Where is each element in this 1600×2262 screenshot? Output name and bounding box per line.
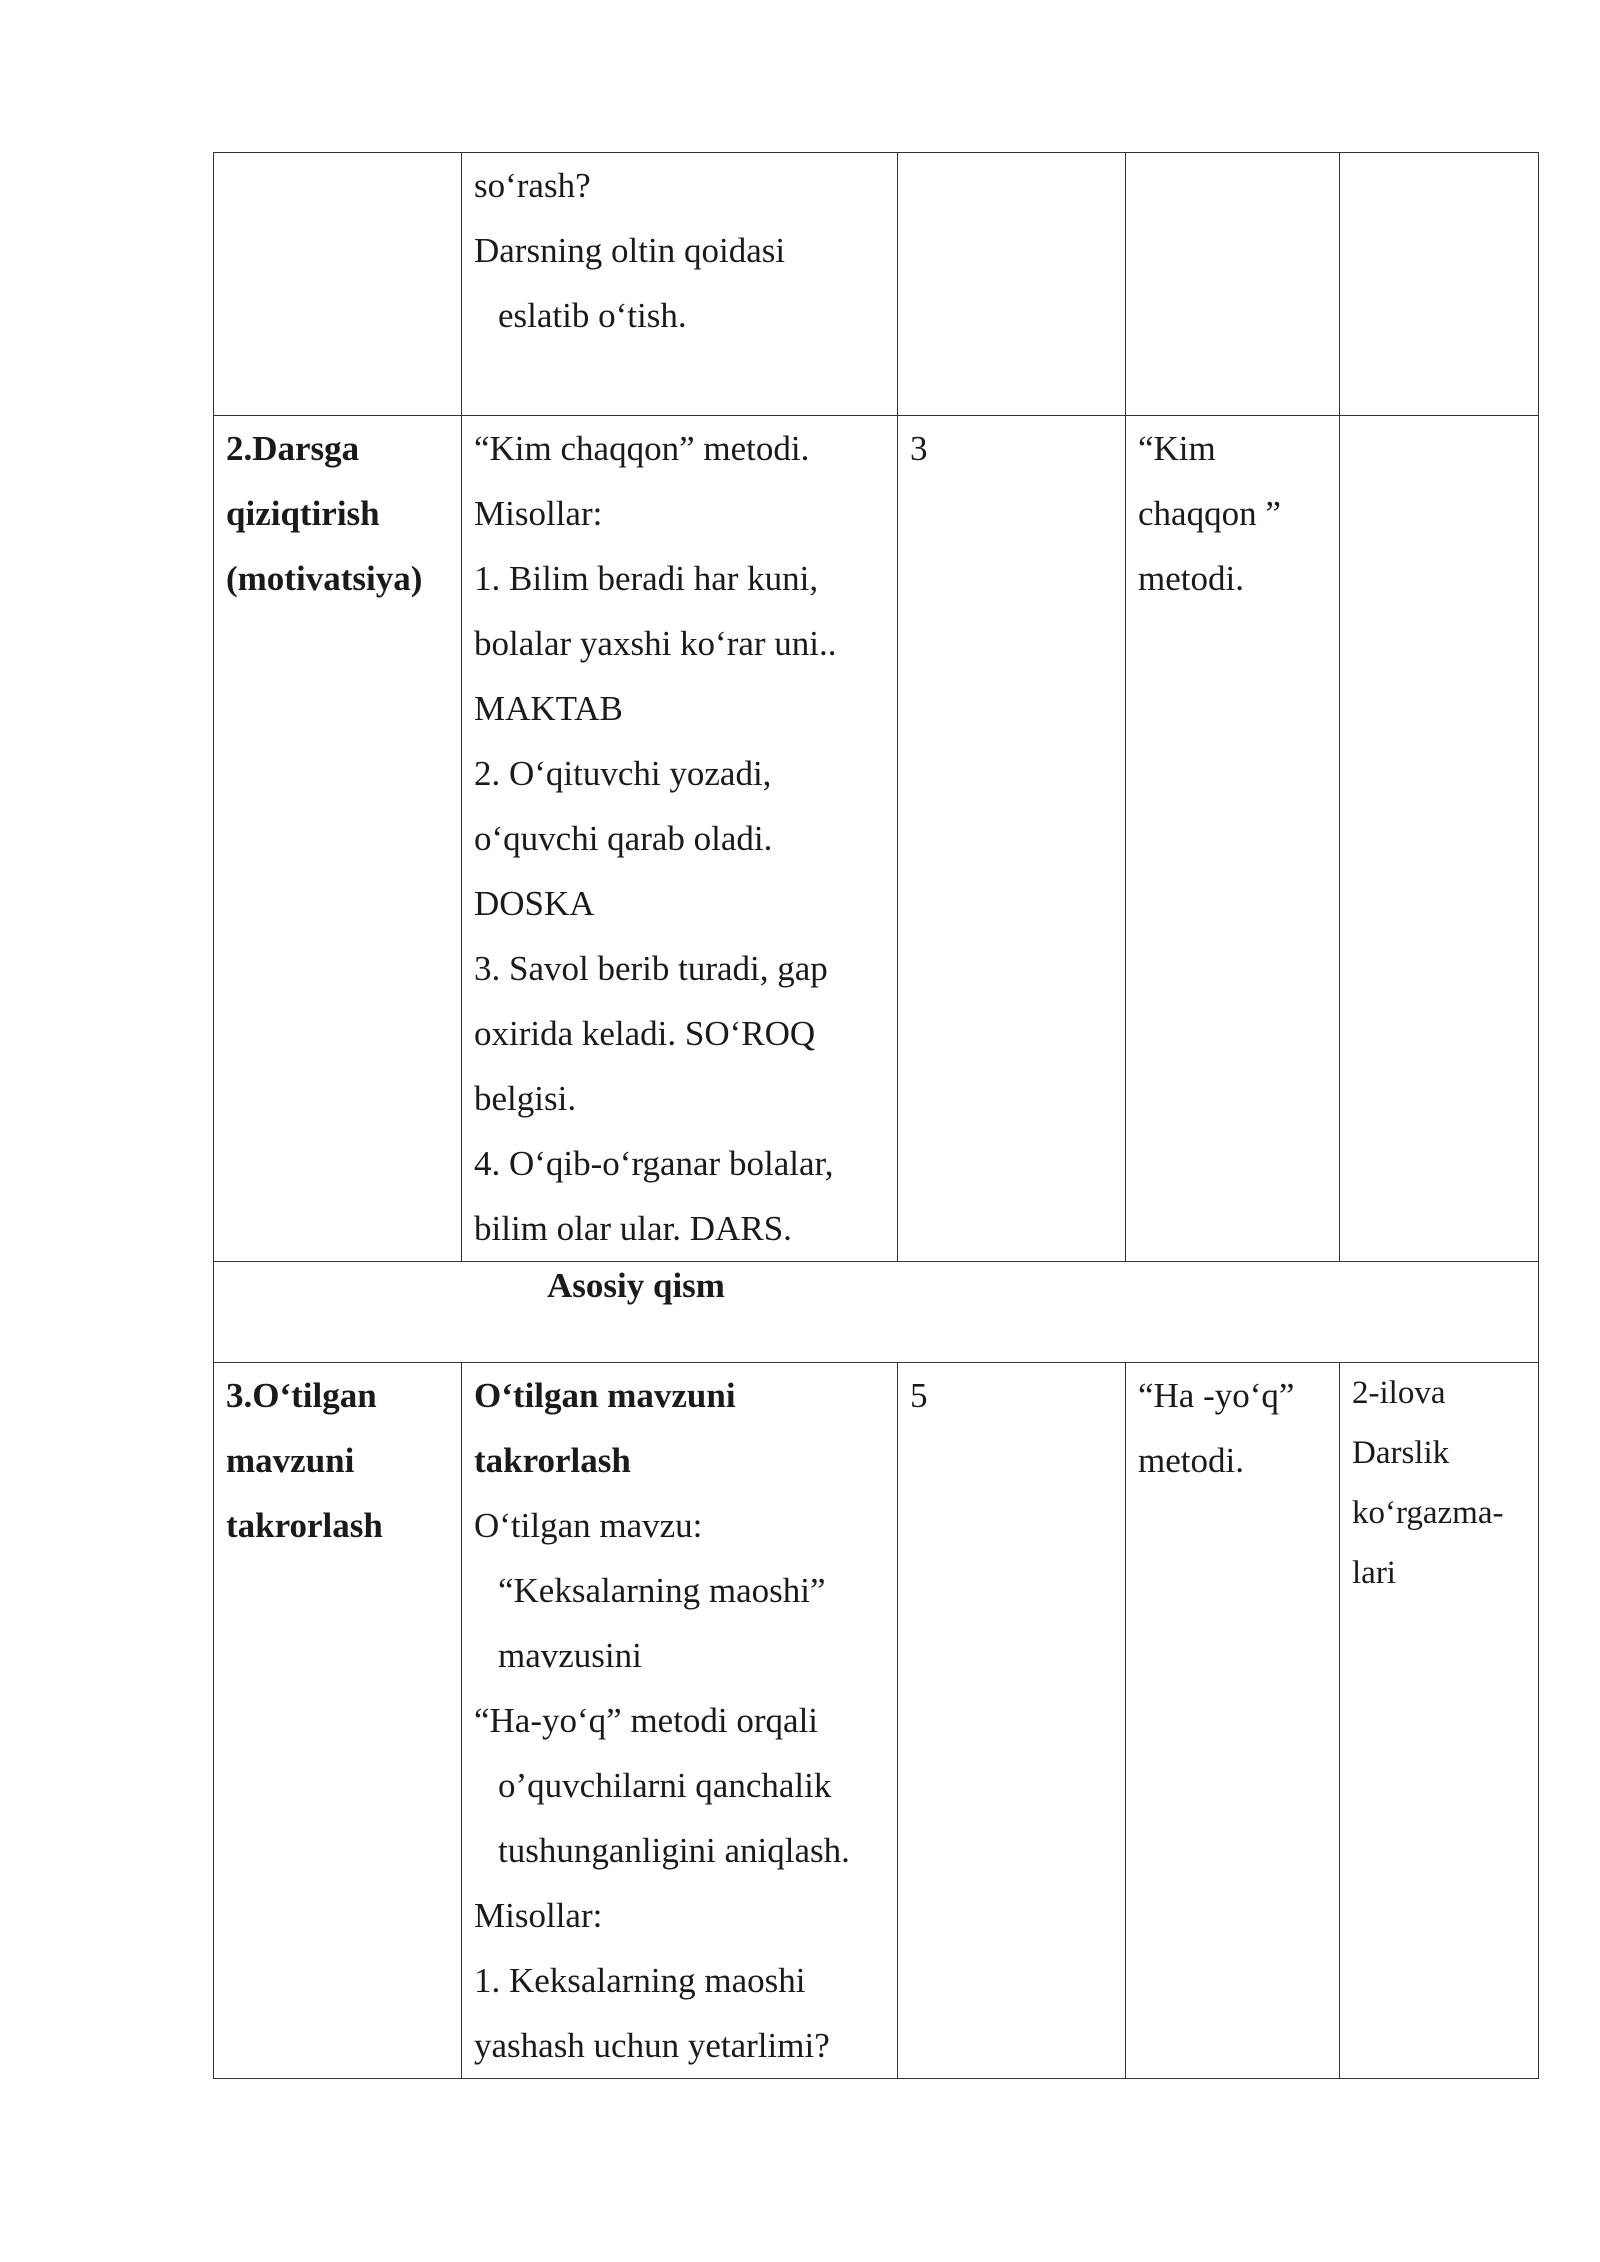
- stage-line: takrorlash: [226, 1506, 383, 1545]
- content-line: O‘tilgan mavzu:: [474, 1506, 703, 1545]
- time-value: 3: [910, 429, 928, 468]
- time-cell: [898, 153, 1126, 416]
- content-title-line: takrorlash: [474, 1441, 631, 1480]
- content-line: tushunganligini aniqlash.: [498, 1831, 850, 1870]
- content-line: “Keksalarning maoshi”: [498, 1571, 826, 1610]
- content-line: mavzusini: [498, 1636, 642, 1675]
- content-line: belgisi.: [474, 1079, 577, 1118]
- content-cell: [462, 153, 898, 416]
- table-row: [214, 416, 1539, 1262]
- content-line: oxirida keladi. SO‘ROQ: [474, 1014, 816, 1053]
- stage-cell: [214, 416, 462, 1262]
- content-line: o‘quvchi qarab oladi.: [474, 819, 773, 858]
- stage-cell: [214, 1363, 462, 2079]
- content-line: o’quvchilarni qanchalik: [498, 1766, 832, 1805]
- content-line: Misollar:: [474, 494, 603, 533]
- stage-line: (motivatsiya): [226, 559, 423, 598]
- content-line: 3. Savol berib turadi, gap: [474, 949, 828, 988]
- time-cell: [898, 1363, 1126, 2079]
- content-line: “Ha-yo‘q” metodi orqali: [474, 1701, 819, 1740]
- content-line: DOSKA: [474, 884, 595, 923]
- content-line: yashash uchun yetarlimi?: [474, 2026, 830, 2065]
- content-line: 1. Keksalarning maoshi: [474, 1961, 806, 2000]
- method-cell: [1126, 153, 1340, 416]
- content-line: Misollar:: [474, 1896, 603, 1935]
- materials-line: 2-ilova: [1352, 1375, 1446, 1411]
- content-cell: [462, 416, 898, 1262]
- method-line: “Ha -yo‘q”: [1138, 1376, 1295, 1415]
- content-line: so‘rash?: [474, 166, 591, 205]
- content-line: “Kim chaqqon” metodi.: [474, 429, 810, 468]
- table-row: [214, 1363, 1539, 2079]
- content-line: 1. Bilim beradi har kuni,: [474, 559, 819, 598]
- content-line: bolalar yaxshi ko‘rar uni..: [474, 624, 837, 663]
- content-line: MAKTAB: [474, 689, 623, 728]
- section-title: Asosiy qism: [547, 1266, 725, 1305]
- materials-cell: [1340, 1363, 1539, 2079]
- time-cell: [898, 416, 1126, 1262]
- content-line: eslatib o‘tish.: [498, 296, 687, 335]
- table-row: [214, 153, 1539, 416]
- stage-line: qiziqtirish: [226, 494, 380, 533]
- materials-cell: [1340, 416, 1539, 1262]
- method-line: metodi.: [1138, 559, 1244, 598]
- stage-line: mavzuni: [226, 1441, 355, 1480]
- stage-cell: [214, 153, 462, 416]
- content-title-line: O‘tilgan mavzuni: [474, 1376, 736, 1415]
- materials-line: Darslik: [1352, 1435, 1450, 1471]
- lesson-plan-table: [213, 152, 1539, 2079]
- time-value: 5: [910, 1376, 928, 1415]
- content-line: 2. O‘qituvchi yozadi,: [474, 754, 772, 793]
- method-cell: [1126, 1363, 1340, 2079]
- stage-line: 2.Darsga: [226, 429, 360, 468]
- content-line: 4. O‘qib-o‘rganar bolalar,: [474, 1144, 834, 1183]
- materials-line: lari: [1352, 1555, 1396, 1591]
- content-line: bilim olar ular. DARS.: [474, 1209, 792, 1248]
- method-line: “Kim: [1138, 429, 1216, 468]
- stage-line: 3.O‘tilgan: [226, 1376, 377, 1415]
- method-cell: [1126, 416, 1340, 1262]
- section-row: [214, 1262, 1539, 1363]
- section-cell: [214, 1262, 1539, 1363]
- content-line: Darsning oltin qoidasi: [474, 231, 786, 270]
- method-line: metodi.: [1138, 1441, 1244, 1480]
- materials-line: ko‘rgazma-: [1352, 1495, 1504, 1531]
- content-cell: [462, 1363, 898, 2079]
- method-line: chaqqon ”: [1138, 494, 1281, 533]
- materials-cell: [1340, 153, 1539, 416]
